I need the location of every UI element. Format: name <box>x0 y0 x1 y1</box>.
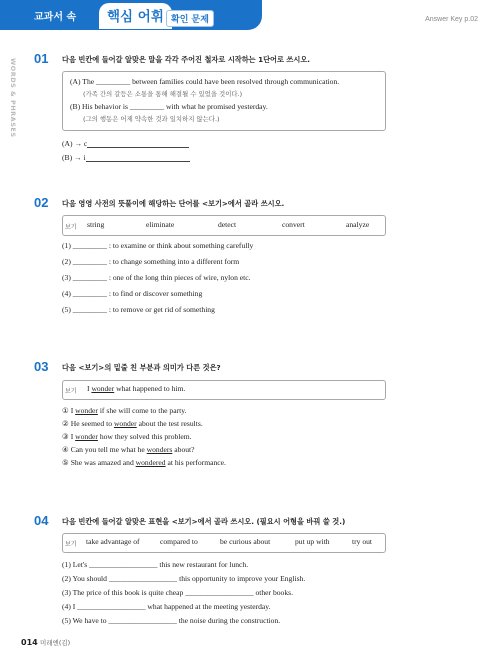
q1-translation-a: (가족 간의 갈등은 소통을 통해 해결될 수 있었을 것이다.) <box>83 90 243 98</box>
side-tab-label: WORDS & PHRASES <box>9 58 17 138</box>
q1-answer-a-blank[interactable] <box>87 139 189 148</box>
page-number: 014 <box>21 638 38 647</box>
header-title: 핵심 어휘 <box>99 3 172 29</box>
question-2-text: 다음 영영 사전의 뜻풀이에 해당하는 단어를 <보기>에서 골라 쓰시오. <box>62 199 285 208</box>
q1-sentence-b: (B) His behavior is _________ with what he promised yesterday. <box>70 102 268 111</box>
q4-item: (4) I __________________ what happened at the meeting yesterday. <box>62 602 271 611</box>
book-name: 미래엔(김) <box>40 639 71 647</box>
q1-answer-b-blank[interactable] <box>86 153 190 162</box>
side-tab <box>7 58 17 138</box>
q3-option-post: at his performance. <box>165 458 226 467</box>
q2-word: analyze <box>346 220 370 229</box>
q3-option-post: about? <box>172 445 195 454</box>
q4-word: compared to <box>160 537 198 546</box>
q2-item: (3) _________ : one of the long thin pieces of wire, nylon etc. <box>62 273 251 282</box>
q3-example-underlined: wonder <box>91 384 115 393</box>
q2-item: (4) _________ : to find or discover something <box>62 289 203 298</box>
q3-option-post: about the test results. <box>136 419 203 428</box>
q3-example-pre: I <box>87 384 92 393</box>
q1-answer-b-label: (B) → i <box>62 153 86 162</box>
answer-key-reference: Answer Key p.02 <box>425 16 478 23</box>
q3-option-pre: ① I <box>62 406 76 415</box>
q3-option-underlined: wonder <box>113 419 137 428</box>
q2-word: string <box>87 220 105 229</box>
q3-option-underlined: wondered <box>135 458 166 467</box>
q2-bogi-label: 보기 <box>65 224 77 231</box>
q3-option-post: how they solved this problem. <box>97 432 192 441</box>
header-section-label: 교과서 속 <box>34 12 77 23</box>
q3-bogi-label: 보기 <box>65 388 77 395</box>
q1-answer-a[interactable] <box>62 139 189 148</box>
q3-option-underlined: wonder <box>75 406 98 415</box>
q4-word: try out <box>352 537 373 546</box>
q2-word: eliminate <box>146 220 175 229</box>
q4-item: (3) The price of this book is quite cheap __________________ other books. <box>62 588 294 597</box>
q2-item: (5) _________ : to remove or get rid of something <box>62 305 215 314</box>
question-1-text: 다음 빈칸에 들어갈 알맞은 말을 각각 주어진 철자로 시작하는 1단어로 쓰시오. <box>62 55 310 64</box>
q4-item: (2) You should __________________ this opportunity to improve your English. <box>62 574 306 583</box>
q3-option-4[interactable] <box>62 445 195 454</box>
question-3-number: 03 <box>34 359 49 374</box>
q4-item: (5) We have to __________________ the noise during the construction. <box>62 616 281 625</box>
q2-item: (1) _________ : to examine or think about something carefully <box>62 241 254 250</box>
q3-option-pre: ② He seemed to <box>62 419 114 428</box>
question-4-text: 다음 빈칸에 들어갈 알맞은 표현을 <보기>에서 골라 쓰시오. (필요시 어형을 바꿔 쓸 것.) <box>62 517 346 526</box>
header-subtitle: 확인 문제 <box>166 10 214 27</box>
q1-answer-a-label: (A) → c <box>62 139 88 148</box>
question-2-number: 02 <box>34 195 49 210</box>
q4-word: put up with <box>295 537 330 546</box>
q3-option-post: if she will come to the party. <box>97 406 187 415</box>
q3-option-3[interactable] <box>62 432 192 441</box>
question-3-text: 다음 <보기>의 밑줄 친 부분과 의미가 다른 것은? <box>62 363 221 372</box>
q4-bogi-label: 보기 <box>65 541 77 548</box>
q3-option-underlined: wonders <box>146 445 173 454</box>
q3-option-pre: ⑤ She was amazed and <box>62 458 136 467</box>
q3-option-underlined: wonder <box>75 432 98 441</box>
q1-answer-b[interactable] <box>62 153 190 162</box>
q3-option-1[interactable] <box>62 406 186 415</box>
q3-example-post: what happened to him. <box>114 384 186 393</box>
q4-word: be curious about <box>220 537 271 546</box>
q2-word: convert <box>282 220 305 229</box>
q3-option-2[interactable] <box>62 419 203 428</box>
q4-word: take advantage of <box>86 537 140 546</box>
q1-sentence-a: (A) The _________ between families could have been resolved through communication. <box>70 77 340 86</box>
q1-translation-b: (그의 행동은 어제 약속한 것과 일치하지 않는다.) <box>83 115 220 123</box>
question-1-number: 01 <box>34 51 49 66</box>
q2-word: detect <box>218 220 237 229</box>
q2-item: (2) _________ : to change something into a different form <box>62 257 240 266</box>
q4-item: (1) Let's __________________ this new restaurant for lunch. <box>62 560 249 569</box>
q3-option-pre: ④ Can you tell me what he <box>62 445 147 454</box>
q3-option-pre: ③ I <box>62 432 76 441</box>
q3-example-sentence <box>87 384 185 393</box>
question-4-number: 04 <box>34 513 49 528</box>
q3-option-5[interactable] <box>62 458 226 467</box>
